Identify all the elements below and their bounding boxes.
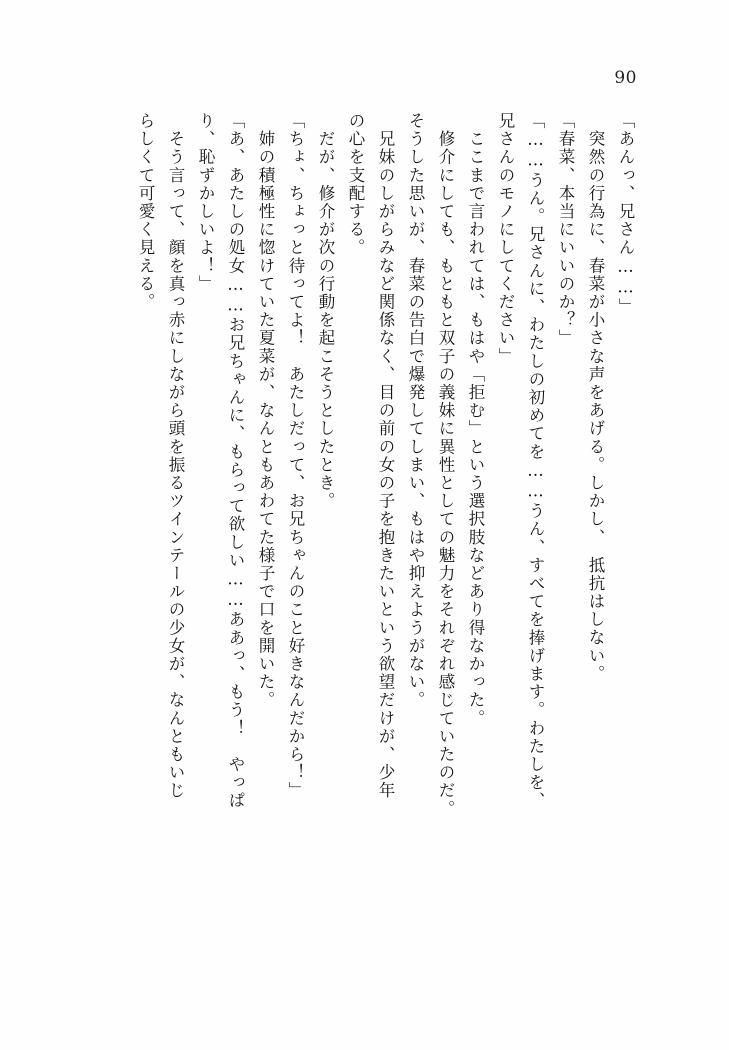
text-column: 「あんっ、兄さん……」 xyxy=(616,112,635,317)
text-column: 姉の積極性に惚けていた夏菜が、なんともあわてた様子で口を開いた。 xyxy=(256,112,275,710)
text-column: 「春菜、本当にいいのか？」 xyxy=(556,112,575,348)
text-column: 突然の行為に、春菜が小さな声をあげる。しかし、 抵抗はしない。 xyxy=(586,112,605,683)
text-column: そうした思いが、春菜の告白で爆発してしまい、もはや抑えようがない。 xyxy=(406,112,425,710)
text-column: 兄さんのモノにしてください」 xyxy=(496,112,515,366)
text-column: 修介にしても、もともと双子の義妹に異性としての魅力をそれぞれ感じていたのだ。 xyxy=(436,112,455,818)
text-column: だが、修介が次の行動を起こそうとしたとき。 xyxy=(316,112,335,511)
text-column: そう言って、顔を真っ赤にしながら頭を振るツインテールの少女が、なんともいじ xyxy=(166,112,185,800)
text-column: 兄妹のしがらみなど関係なく、目の前の女の子を抱きたいという欲望だけが、少年 xyxy=(376,112,395,800)
vertical-text-block xyxy=(86,112,633,932)
text-column: 「あ、あたしの処女……お兄ちゃんに、もらって欲しい……ああっ、もう！ やっぱ xyxy=(226,112,245,810)
text-column: らしくて可愛く見える。 xyxy=(136,112,155,312)
text-column: 「……うん。兄さんに、わたしの初めてを……うん、すべてを捧げます。わたしを、 xyxy=(526,112,545,810)
text-column: の心を支配する。 xyxy=(346,112,365,257)
text-column: ここまで言われては、もはや「拒む」という選択肢などあり得なかった。 xyxy=(466,112,485,728)
text-column: り、恥ずかしいよ！」 xyxy=(196,112,215,293)
text-column: 「ちょ、ちょっと待ってよ！ あたしだって、お兄ちゃんのこと好きなんだから！」 xyxy=(286,112,305,800)
page-number: 90 xyxy=(614,68,637,88)
